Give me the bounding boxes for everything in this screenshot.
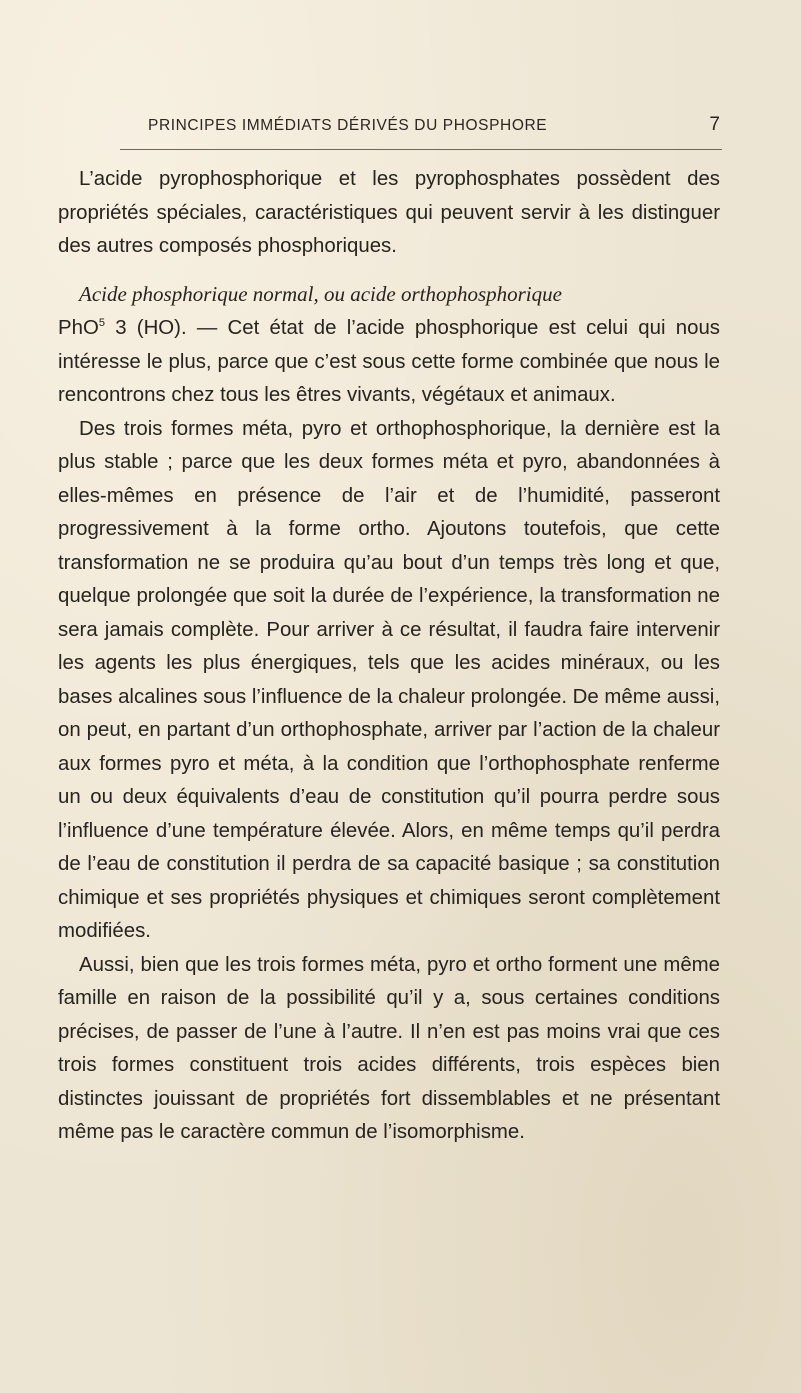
section-heading: Acide phosphorique normal, ou acide orthophosphorique <box>79 281 562 306</box>
formula-superscript: 5 <box>98 317 105 330</box>
running-title: PRINCIPES IMMÉDIATS DÉRIVÉS DU PHOSPHORE <box>148 117 548 134</box>
paragraph-orthophosphoric <box>58 278 720 413</box>
paragraph-stability: Des trois formes méta, pyro et orthophosphorique, la dernière est la plus stable ; parce que les deux formes méta et pyro, abandonnées à elles-mêmes en présence de l’air et de l’humidité, passeront progressivement à la forme ortho. Ajoutons toutefois, que cette transformation ne se produira qu’au bout d’un temps très long et que, quelque prolongée que soit la durée de l’expérience, la transformation ne sera jamais complète. Pour arriver à ce résultat, il faudra faire intervenir les agents les plus énergiques, tels que les acides minéraux, ou les bases alcalines sous l’influence de la chaleur prolongée. De même aussi, on peut, en partant d’un orthophosphate, arriver par l’action de la chaleur aux formes pyro et méta, à la condition que l’orthophosphate renferme un ou deux équivalents d’eau de constitution qu’il pourra perdre sous l’influence d’une température élevée. Alors, en même temps qu’il perdra de l’eau de constitution il perdra de sa capacité basique ; sa constitution chimique et ses propriétés physiques et chimiques seront complètement modifiées. <box>58 417 720 942</box>
formula-base: PhO <box>58 317 99 339</box>
paragraph-isomorphism: Aussi, bien que les trois formes méta, pyro et ortho forment une même famille en raison de la possibilité qu’il y a, sous certaines conditions précises, de passer de l’une à l’autre. Il n’en est pas moins vrai que ces trois formes constituent trois acides différents, trois espèces bien distinctes jouissant de propriétés fort dissemblables et ne présentant même pas le caractère commun de l’isomorphisme. <box>58 953 720 1143</box>
formula-rest: 3 (HO). <box>104 317 187 339</box>
paragraph-orthophosphoric-text: — Cet état de l’acide phosphorique est celui qui nous intéresse le plus, parce que c’est sous cette forme combinée que nous le rencontrons chez tous les êtres vivants, végétaux et animaux. <box>58 317 720 406</box>
page-number: 7 <box>709 114 720 135</box>
header-rule <box>120 149 722 150</box>
paragraph-pyrophosphoric: L’acide pyrophosphorique et les pyrophosphates possèdent des propriétés spéciales, caractéristiques qui peuvent servir à les distinguer des autres composés phosphoriques. <box>58 168 720 257</box>
body-text <box>58 163 720 1150</box>
chemical-formula <box>58 317 187 339</box>
running-head <box>148 114 720 145</box>
